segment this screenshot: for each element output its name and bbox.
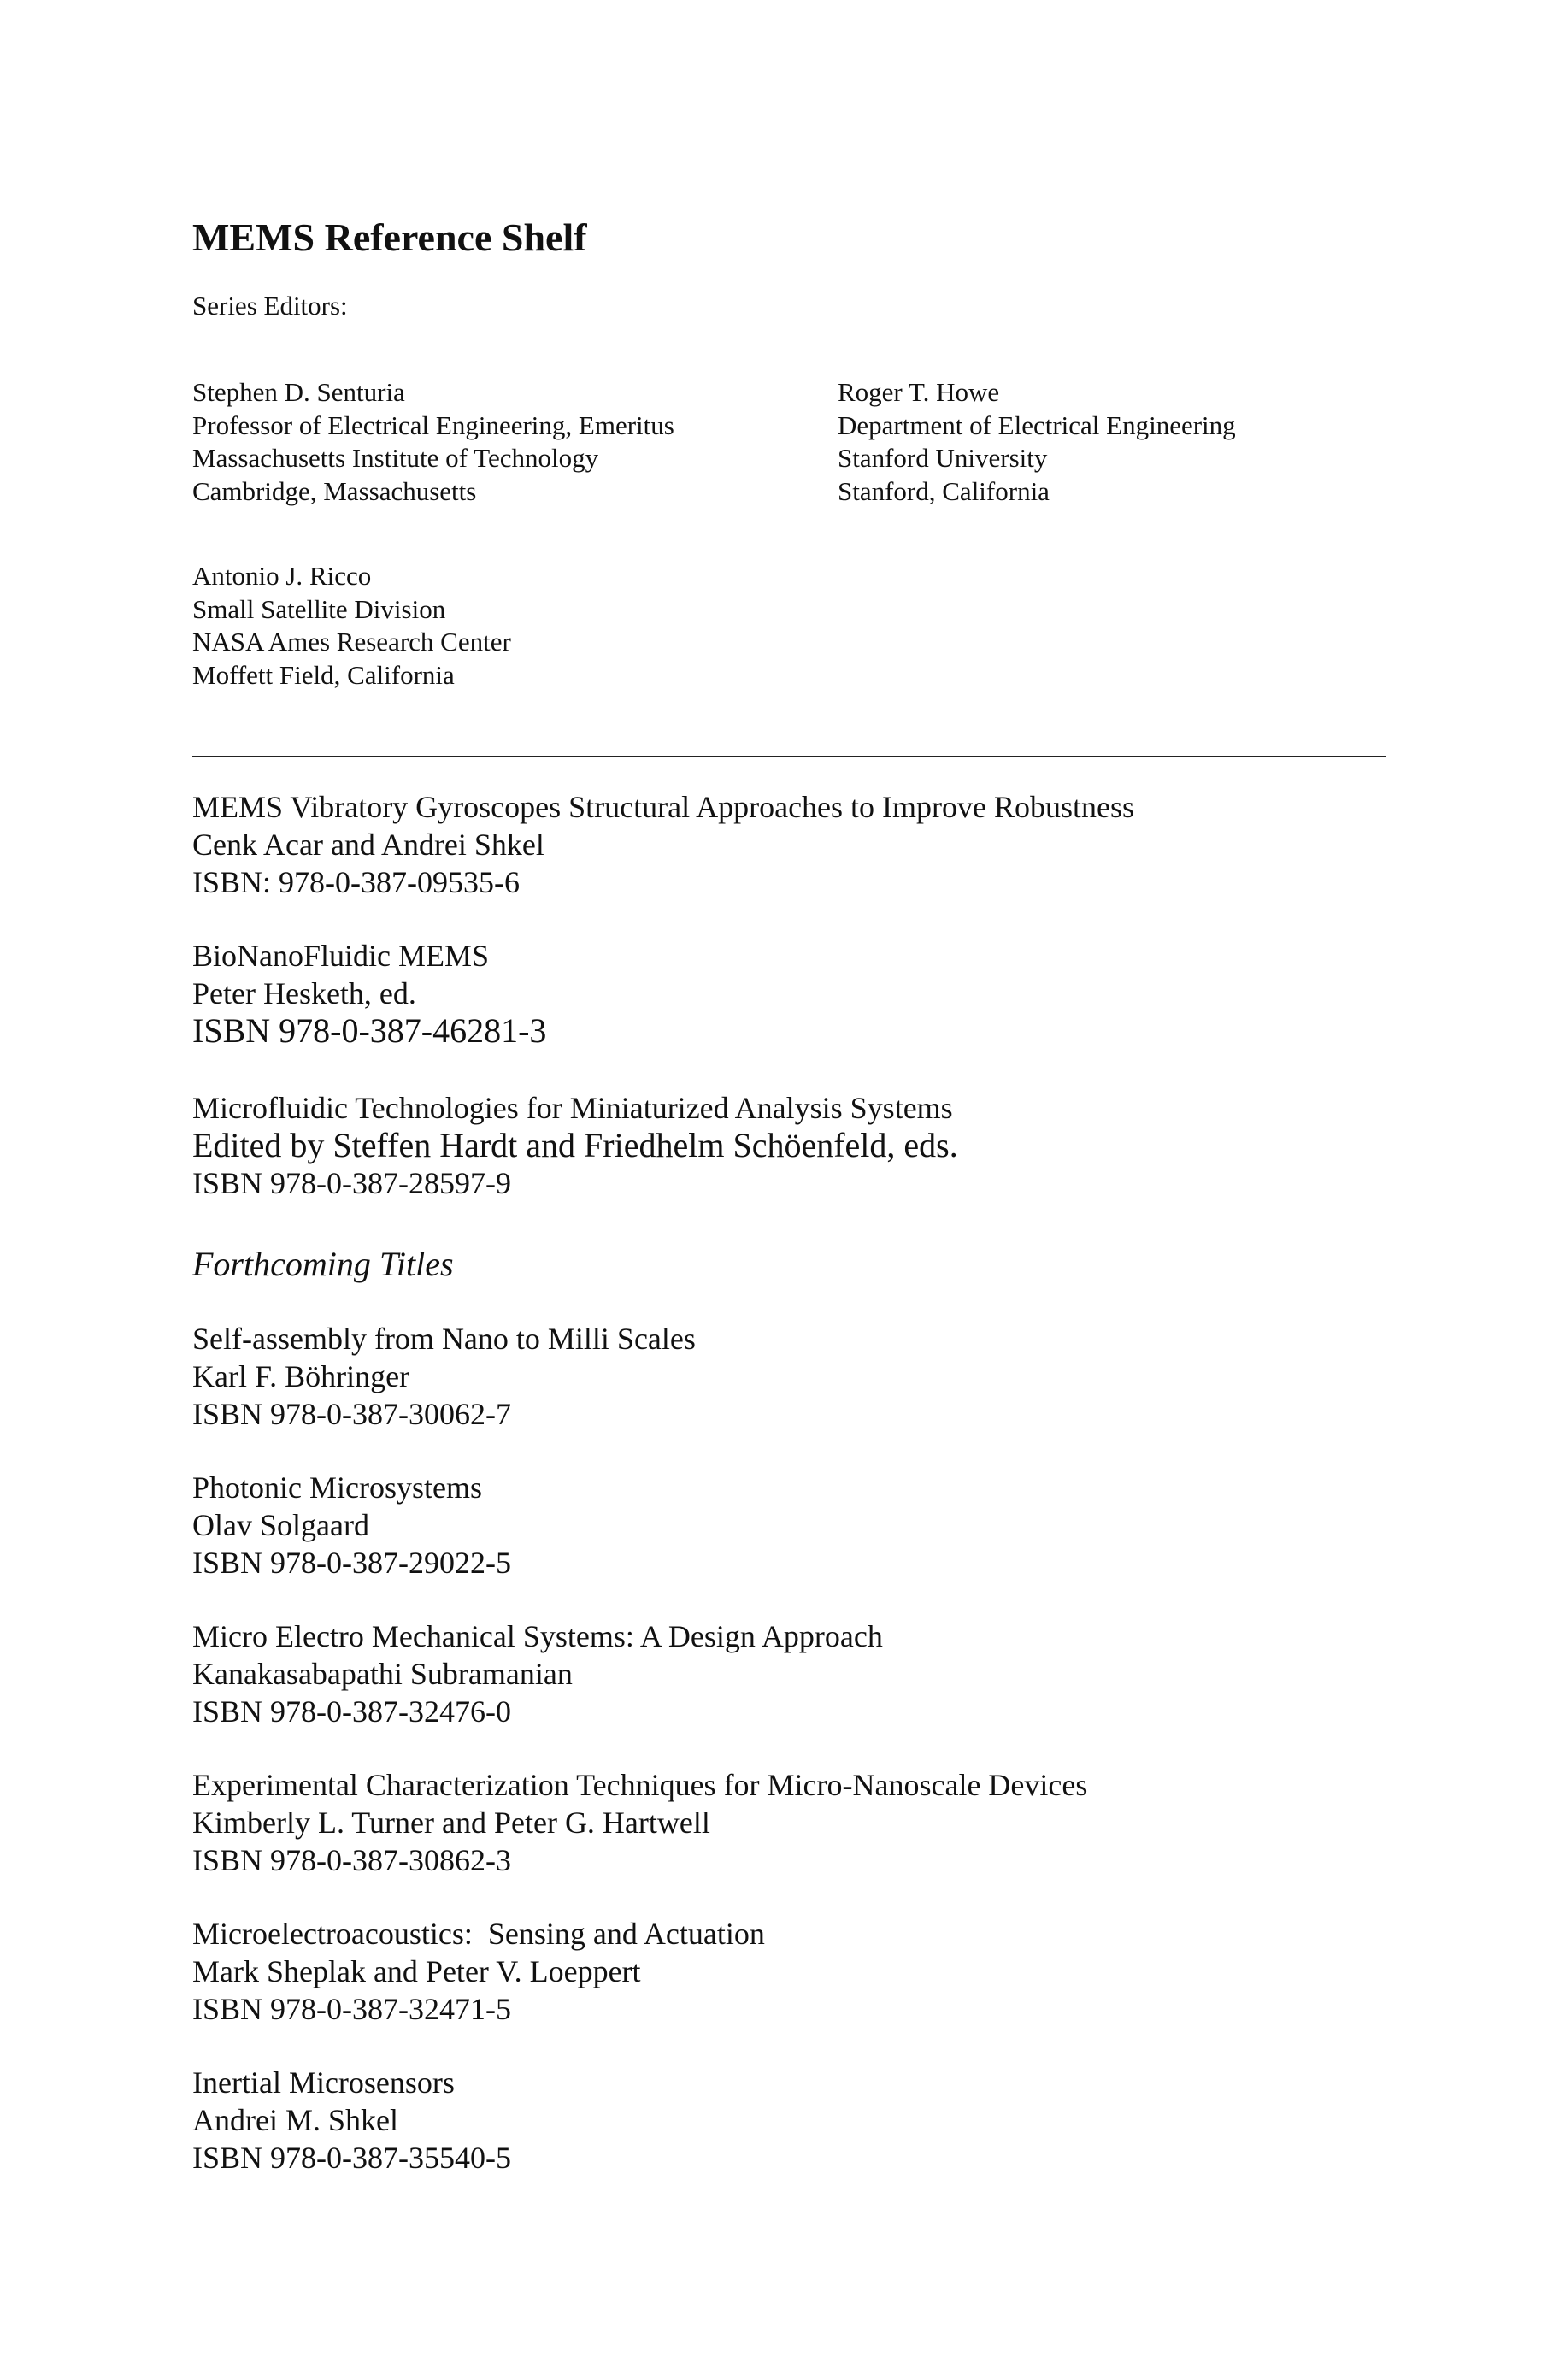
book-isbn: ISBN 978-0-387-32476-0 (192, 1694, 511, 1729)
forthcoming-heading: Forthcoming Titles (192, 1245, 454, 1283)
book-title: BioNanoFluidic MEMS (192, 939, 490, 973)
series-editor (838, 376, 1236, 508)
book-authors: Karl F. Böhringer (192, 1359, 410, 1393)
book-authors: Cenk Acar and Andrei Shkel (192, 828, 544, 862)
book-isbn: ISBN 978-0-387-32471-5 (192, 1992, 511, 2026)
book-title: Inertial Microsensors (192, 2065, 455, 2100)
book-authors: Olav Solgaard (192, 1508, 369, 1542)
book-authors: Kanakasabapathi Subramanian (192, 1657, 573, 1691)
section-divider (192, 756, 1386, 757)
book-title: Micro Electro Mechanical Systems: A Design Approach (192, 1619, 883, 1653)
book-entry (192, 937, 546, 1050)
book-isbn: ISBN 978-0-387-29022-5 (192, 1546, 511, 1580)
series-editors-label: Series Editors: (192, 291, 348, 321)
editor-location: Moffett Field, California (192, 659, 455, 690)
series-title: MEMS Reference Shelf (192, 215, 587, 259)
editor-location: Cambridge, Massachusetts (192, 475, 477, 506)
editor-name: Stephen D. Senturia (192, 377, 405, 407)
book-title: Photonic Microsystems (192, 1470, 482, 1505)
book-entry (192, 788, 1134, 901)
book-authors: Andrei M. Shkel (192, 2103, 398, 2137)
book-authors: Mark Sheplak and Peter V. Loeppert (192, 1954, 641, 1988)
book-entry (192, 1469, 511, 1582)
book-entry (192, 1089, 958, 1202)
editor-division: Small Satellite Division (192, 593, 446, 624)
book-entry (192, 1915, 765, 2028)
series-editor (192, 560, 511, 692)
editor-location: Stanford, California (838, 475, 1050, 506)
book-authors: Edited by Steffen Hardt and Friedhelm Schöenfeld, eds. (192, 1126, 958, 1164)
editor-name: Antonio J. Ricco (192, 561, 372, 591)
book-isbn: ISBN 978-0-387-28597-9 (192, 1166, 511, 1200)
book-isbn: ISBN: 978-0-387-09535-6 (192, 865, 520, 899)
editor-name: Roger T. Howe (838, 377, 1000, 407)
editor-department: Department of Electrical Engineering (838, 409, 1236, 440)
book-entry (192, 1766, 1087, 1879)
editor-institution: Massachusetts Institute of Technology (192, 443, 599, 473)
book-title: Microelectroacoustics: Sensing and Actuation (192, 1917, 765, 1951)
book-authors: Kimberly L. Turner and Peter G. Hartwell (192, 1806, 710, 1840)
book-title: MEMS Vibratory Gyroscopes Structural Approaches to Improve Robustness (192, 790, 1135, 824)
book-isbn: ISBN 978-0-387-46281-3 (192, 1011, 547, 1050)
editor-institution: Stanford University (838, 443, 1048, 473)
book-isbn: ISBN 978-0-387-30062-7 (192, 1397, 511, 1431)
book-isbn: ISBN 978-0-387-30862-3 (192, 1843, 511, 1877)
book-authors: Peter Hesketh, ed. (192, 976, 416, 1010)
book-title: Self-assembly from Nano to Milli Scales (192, 1322, 696, 1356)
book-entry (192, 1617, 883, 1730)
editor-title: Professor of Electrical Engineering, Emeritus (192, 409, 674, 440)
book-entry (192, 1320, 696, 1433)
book-title: Experimental Characterization Techniques for Micro-Nanoscale Devices (192, 1768, 1088, 1802)
series-editor (192, 376, 674, 508)
book-entry (192, 2064, 511, 2177)
editor-institution: NASA Ames Research Center (192, 627, 511, 657)
book-isbn: ISBN 978-0-387-35540-5 (192, 2141, 511, 2175)
book-title: Microfluidic Technologies for Miniaturized Analysis Systems (192, 1091, 953, 1125)
